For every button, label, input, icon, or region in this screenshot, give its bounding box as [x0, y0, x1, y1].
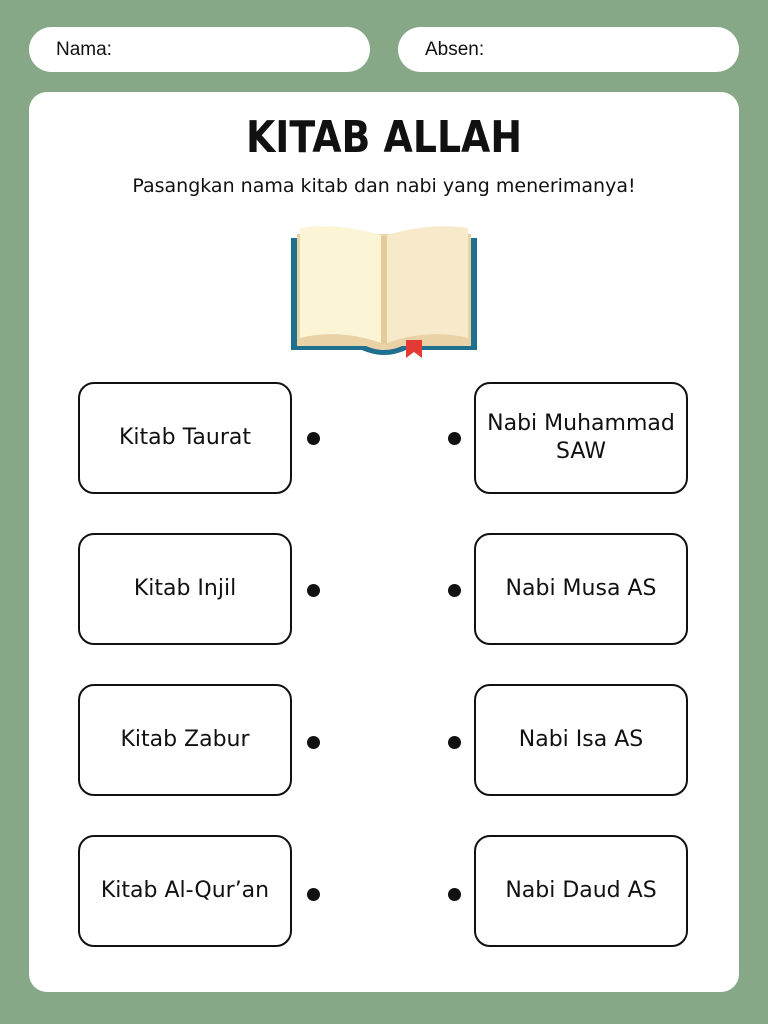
nabi-box — [474, 533, 688, 645]
nabi-connector-dot[interactable] — [448, 432, 461, 445]
kitab-label: Kitab Al-Qur’an — [100, 878, 270, 903]
nabi-connector-dot[interactable] — [448, 736, 461, 749]
nabi-box — [474, 835, 688, 947]
kitab-box — [78, 533, 292, 645]
kitab-box — [78, 835, 292, 947]
nabi-connector-dot[interactable] — [448, 888, 461, 901]
nabi-connector-dot[interactable] — [448, 584, 461, 597]
nabi-box — [474, 382, 688, 494]
nabi-label: Nabi Musa AS — [505, 576, 657, 601]
kitab-connector-dot[interactable] — [307, 888, 320, 901]
kitab-label: Kitab Taurat — [119, 425, 251, 450]
nama-field[interactable] — [29, 27, 370, 72]
kitab-connector-dot[interactable] — [307, 432, 320, 445]
nabi-label: Nabi Isa AS — [518, 727, 644, 752]
nabi-label: Nabi Muhammad SAW — [487, 411, 675, 464]
absen-label: Absen: — [425, 38, 485, 60]
absen-field[interactable] — [398, 27, 739, 72]
nama-label: Nama: — [56, 38, 112, 60]
kitab-connector-dot[interactable] — [307, 736, 320, 749]
kitab-box — [78, 382, 292, 494]
kitab-box — [78, 684, 292, 796]
kitab-connector-dot[interactable] — [307, 584, 320, 597]
instruction-text: Pasangkan nama kitab dan nabi yang menerimanya! — [132, 175, 636, 197]
nabi-label: Nabi Daud AS — [505, 878, 657, 903]
open-book-icon — [288, 222, 480, 360]
kitab-label: Kitab Injil — [133, 576, 237, 601]
page-title: KITAB ALLAH — [245, 112, 523, 163]
nabi-box — [474, 684, 688, 796]
kitab-label: Kitab Zabur — [120, 727, 250, 752]
